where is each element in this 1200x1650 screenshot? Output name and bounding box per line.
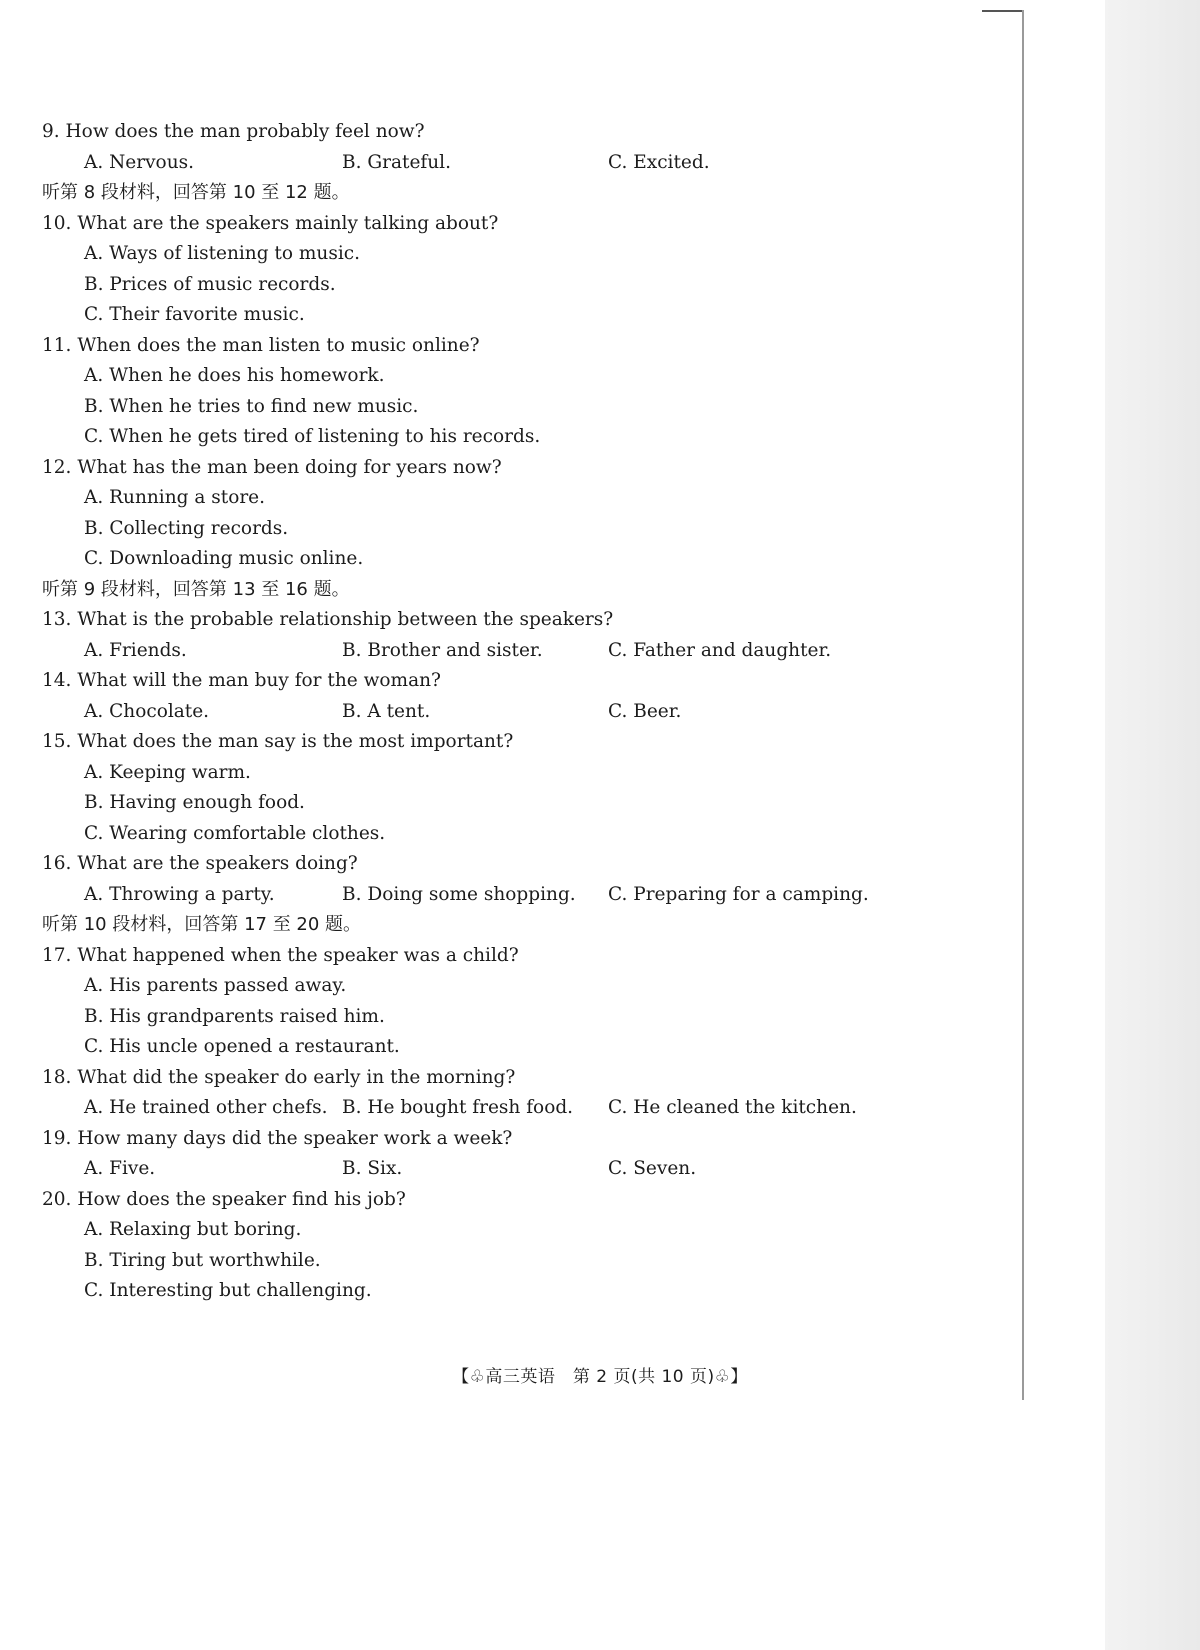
question-stem	[42, 1185, 942, 1216]
option-c[interactable]: C. Their favorite music.	[84, 304, 305, 325]
option-c[interactable]: C. Downloading music online.	[84, 548, 364, 569]
option-a[interactable]: A. Keeping warm.	[84, 761, 251, 783]
question-text: What is the probable relationship between the speakers?	[77, 609, 614, 630]
question-number: 17.	[42, 944, 72, 966]
option-c[interactable]: C. Seven.	[608, 1158, 697, 1179]
question-text: How does the man probably feel now?	[65, 121, 425, 142]
option-c[interactable]: C. His uncle opened a restaurant.	[84, 1036, 400, 1057]
option-row	[42, 1093, 942, 1124]
option-b[interactable]: B. Brother and sister.	[342, 639, 543, 661]
option-c[interactable]: C. Preparing for a camping.	[608, 883, 869, 905]
question-stem	[42, 727, 942, 758]
option-c[interactable]: C. Excited.	[608, 151, 710, 173]
option-b[interactable]: B. Having enough food.	[84, 792, 305, 813]
question-number: 16.	[42, 853, 72, 874]
option-b[interactable]: B. Grateful.	[342, 151, 451, 173]
option-a[interactable]: A. Throwing a party.	[84, 883, 275, 905]
option-row	[42, 1154, 942, 1185]
section-heading: 听第 9 段材料，回答第 13 至 16 题。	[42, 578, 350, 600]
option-row	[42, 697, 942, 728]
option-b[interactable]: B. Collecting records.	[84, 517, 289, 539]
option-b[interactable]: B. Prices of music records.	[84, 273, 336, 295]
footer-text: 【♧高三英语 第 2 页(共 10 页)♧】	[452, 1367, 748, 1387]
option-a[interactable]: A. Chocolate.	[84, 700, 210, 722]
question-number: 20.	[42, 1188, 72, 1210]
question-number: 9.	[42, 121, 60, 142]
option-row	[42, 148, 942, 179]
question-text: How many days did the speaker work a week?	[77, 1127, 513, 1149]
question-stem	[42, 849, 942, 880]
option-c[interactable]: C. Interesting but challenging.	[84, 1280, 372, 1301]
question-number: 13.	[42, 609, 72, 630]
question-number: 11.	[42, 334, 72, 356]
option-a[interactable]: A. His parents passed away.	[84, 975, 347, 996]
question-number: 12.	[42, 456, 72, 478]
option-b[interactable]: B. He bought fresh food.	[342, 1097, 574, 1118]
question-text: What has the man been doing for years now?	[77, 456, 502, 478]
question-number: 18.	[42, 1066, 72, 1088]
option-row	[42, 636, 942, 667]
scan-edge-band	[1105, 0, 1200, 1650]
question-stem	[42, 1063, 942, 1094]
section-heading: 听第 8 段材料，回答第 10 至 12 题。	[42, 182, 350, 203]
question-text: What happened when the speaker was a child?	[77, 944, 519, 966]
option-a[interactable]: A. He trained other chefs.	[84, 1097, 328, 1118]
question-stem	[42, 117, 942, 148]
option-a[interactable]: A. Five.	[84, 1158, 156, 1179]
question-stem	[42, 941, 942, 972]
option-b[interactable]: B. When he tries to find new music.	[84, 395, 419, 417]
corner-mark	[982, 10, 1022, 12]
option-c[interactable]: C. When he gets tired of listening to his records.	[84, 426, 541, 447]
question-number: 10.	[42, 212, 72, 234]
question-text: What are the speakers doing?	[77, 853, 358, 874]
question-text: What will the man buy for the woman?	[77, 670, 441, 691]
option-row	[42, 880, 942, 911]
question-number: 14.	[42, 670, 72, 691]
option-c[interactable]: C. Father and daughter.	[608, 639, 832, 661]
question-number: 15.	[42, 731, 72, 752]
question-stem	[42, 209, 942, 240]
option-a[interactable]: A. Nervous.	[84, 151, 194, 173]
option-c[interactable]: C. He cleaned the kitchen.	[608, 1097, 857, 1118]
question-stem	[42, 1124, 942, 1155]
question-text: When does the man listen to music online?	[77, 334, 480, 356]
question-stem	[42, 453, 942, 484]
section-heading: 听第 10 段材料，回答第 17 至 20 题。	[42, 914, 362, 935]
question-stem	[42, 331, 942, 362]
question-text: How does the speaker find his job?	[77, 1188, 406, 1210]
page-footer	[0, 1362, 1200, 1387]
question-stem	[42, 666, 942, 697]
option-a[interactable]: A. Relaxing but boring.	[84, 1219, 302, 1240]
option-a[interactable]: A. Running a store.	[84, 487, 265, 508]
option-b[interactable]: B. Tiring but worthwhile.	[84, 1249, 321, 1271]
question-text: What does the man say is the most important?	[77, 731, 514, 752]
question-text: What did the speaker do early in the morning?	[77, 1066, 516, 1088]
question-number: 19.	[42, 1127, 72, 1149]
question-list	[42, 117, 942, 1307]
page-edge-line	[1022, 10, 1024, 1400]
question-text: What are the speakers mainly talking about?	[77, 212, 499, 234]
option-a[interactable]: A. When he does his homework.	[84, 365, 385, 386]
option-a[interactable]: A. Friends.	[84, 639, 187, 661]
option-b[interactable]: B. His grandparents raised him.	[84, 1005, 385, 1027]
option-b[interactable]: B. Six.	[342, 1158, 403, 1179]
option-b[interactable]: B. Doing some shopping.	[342, 883, 576, 905]
question-stem	[42, 605, 942, 636]
option-c[interactable]: C. Beer.	[608, 700, 682, 722]
option-b[interactable]: B. A tent.	[342, 700, 431, 722]
option-c[interactable]: C. Wearing comfortable clothes.	[84, 822, 386, 844]
option-a[interactable]: A. Ways of listening to music.	[84, 243, 360, 264]
